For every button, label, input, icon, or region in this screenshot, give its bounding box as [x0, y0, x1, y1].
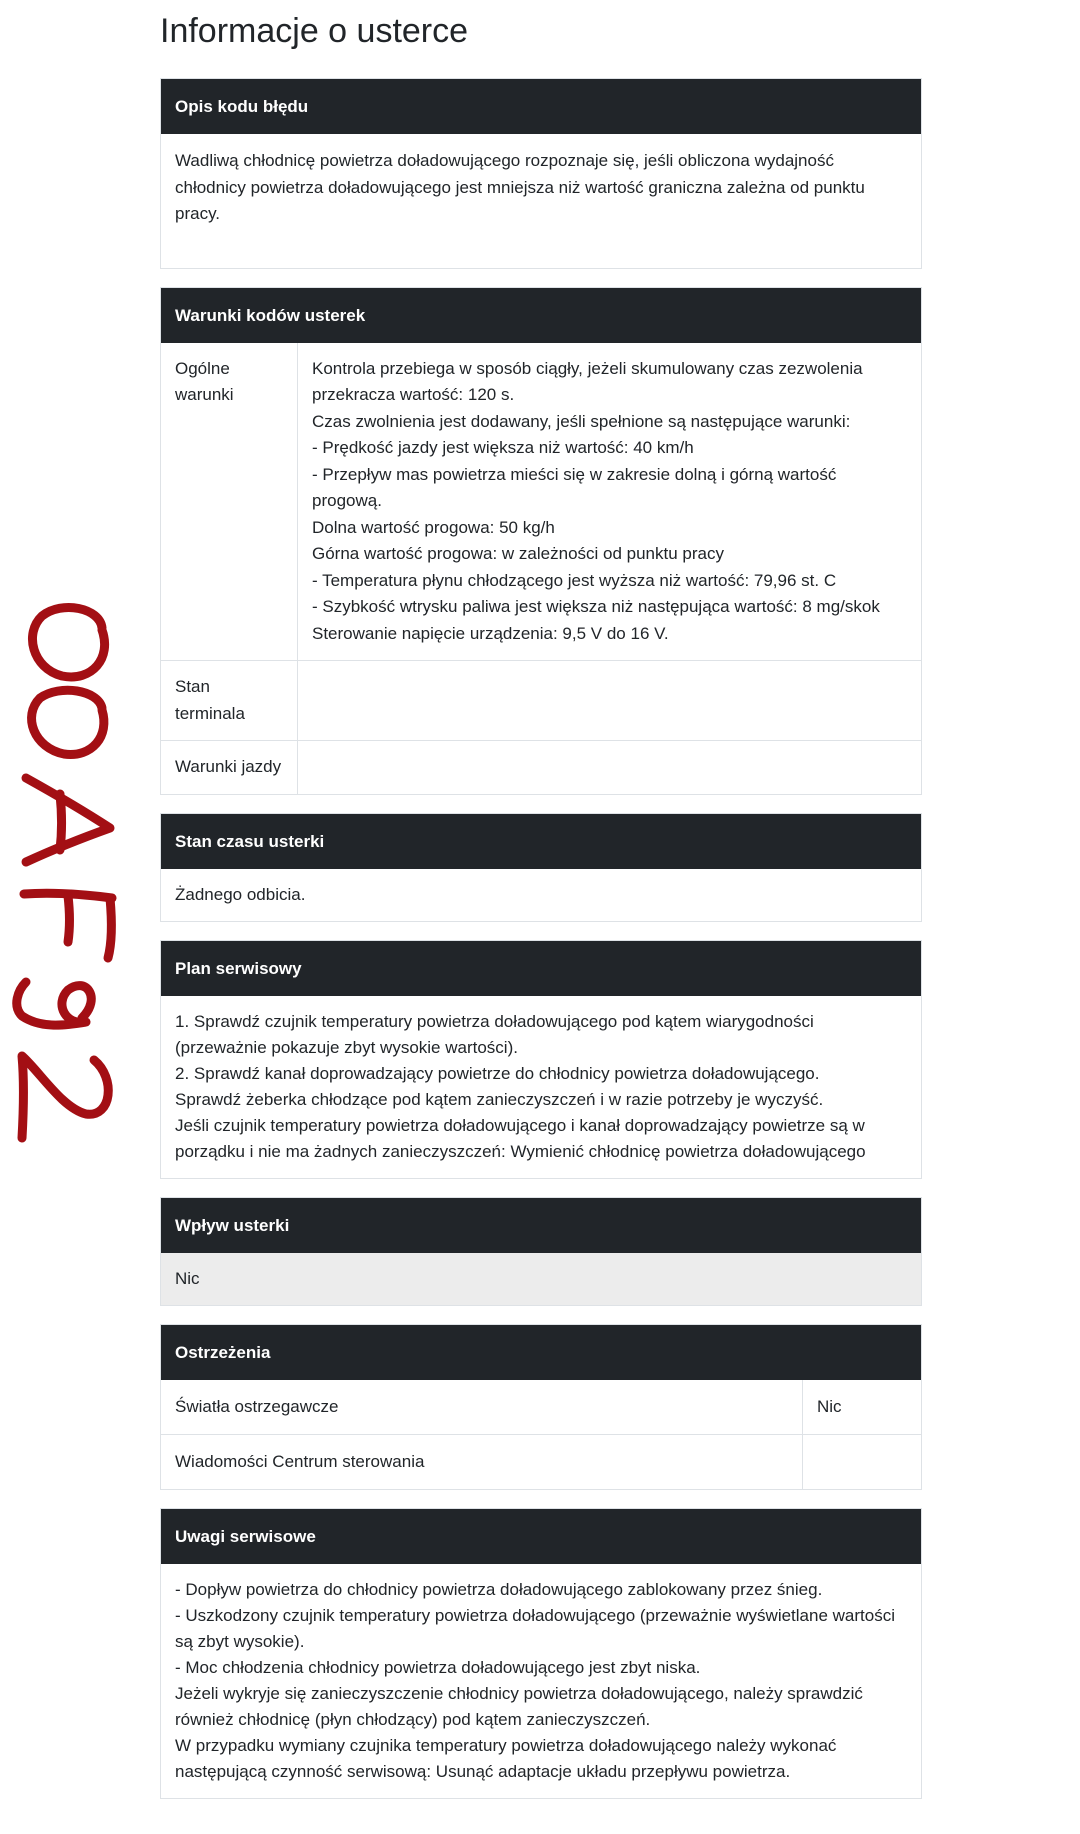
warning-value-lights: Nic — [803, 1380, 922, 1435]
section-header-service-notes: Uwagi serwisowe — [161, 1509, 921, 1564]
condition-value-driving — [298, 741, 922, 794]
section-warnings — [160, 1324, 922, 1490]
section-header-service-plan: Plan serwisowy — [161, 941, 921, 996]
section-header-impact: Wpływ usterki — [161, 1198, 921, 1253]
condition-value-terminal — [298, 661, 922, 741]
condition-label-terminal: Stan terminala — [161, 661, 298, 741]
impact-text: Nic — [161, 1253, 921, 1305]
section-header-fault-time: Stan czasu usterki — [161, 814, 921, 869]
condition-value-general: Kontrola przebiega w sposób ciągły, jeżeli skumulowany czas zezwolenia przekracza wartość: 120 s. Czas zwolnienia jest dodawany, jeśli spełnione są następujące warunki: - Prędkość jazdy jest większa niż wartość: 40 km/h - Przepływ mas powietrza mieści się w zakresie dolną i górną wartość progową. Dolna wartość progowa: 50 kg/h Górna wartość progowa: w zależności od punktu pracy - Temperatura płynu chłodzącego jest wyższa niż wartość: 79,96 st. C - Szybkość wtrysku paliwa jest większa niż następująca wartość: 8 mg/skok Sterowanie napięcie urządzenia: 9,5 V do 16 V. — [312, 358, 880, 643]
section-impact — [160, 1197, 922, 1306]
section-fault-time — [160, 813, 922, 922]
warning-label-lights: Światła ostrzegawcze — [175, 1396, 339, 1416]
section-service-plan — [160, 940, 922, 1179]
section-header-description: Opis kodu błędu — [161, 79, 921, 134]
warning-label-messages: Wiadomości Centrum sterowania — [161, 1434, 803, 1489]
warnings-table — [161, 1380, 921, 1489]
condition-label-driving: Warunki jazdy — [161, 741, 298, 794]
section-conditions — [160, 287, 922, 795]
service-notes-text: - Dopływ powietrza do chłodnicy powietrza doładowującego zablokowany przez śnieg. - Uszkodzony czujnik temperatury powietrza doładowującego (przeważnie wyświetlane wartości są zbyt wysokie). - Moc chłodzenia chłodnicy powietrza doładowującego jest zbyt niska. Jeżeli wykryje się zanieczyszczenie chłodnicy powietrza doładowującego, należy sprawdzić również chłodnicę (płyn chłodzący) pod kątem zanieczyszczeń. W przypadku wymiany czujnika temperatury powietrza doładowującego należy wykonać następującą czynność serwisową: Usunąć adaptacje układu przepływu powietrza. — [175, 1579, 895, 1781]
fault-info-page — [160, 0, 922, 1817]
table-row — [161, 343, 921, 661]
table-row — [161, 661, 921, 741]
section-header-warnings: Ostrzeżenia — [161, 1325, 921, 1380]
section-header-conditions: Warunki kodów usterek — [161, 288, 921, 343]
page-title: Informacje o usterce — [160, 12, 469, 50]
condition-label-general: Ogólne warunki — [161, 343, 298, 661]
handwritten-signature — [10, 590, 160, 1170]
section-description — [160, 78, 922, 269]
table-row — [161, 1434, 921, 1489]
description-text: Wadliwą chłodnicę powietrza doładowującego rozpoznaje się, jeśli obliczona wydajność chłodnicy powietrza doładowującego jest mniejsza niż wartość graniczna zależna od punktu pracy. — [175, 151, 865, 223]
table-row — [161, 741, 921, 794]
service-plan-text: 1. Sprawdź czujnik temperatury powietrza doładowującego pod kątem wiarygodności (przeważnie pokazuje zbyt wysokie wartości). 2. Sprawdź kanał doprowadzający powietrze do chłodnicy powietrza doładowującego. Sprawdź żeberka chłodzące pod kątem zanieczyszczeń i w razie potrzeby je wyczyść. Jeśli czujnik temperatury powietrza doładowującego i kanał doprowadzający powietrze są w porządku i nie ma żadnych zanieczyszczeń: Wymienić chłodnicę powietrza doładowującego — [175, 1011, 866, 1161]
table-row — [161, 1380, 921, 1435]
section-service-notes — [160, 1508, 922, 1799]
fault-time-text: Żadnego odbicia. — [175, 884, 306, 904]
warning-value-messages — [803, 1434, 922, 1489]
conditions-table — [161, 343, 921, 794]
